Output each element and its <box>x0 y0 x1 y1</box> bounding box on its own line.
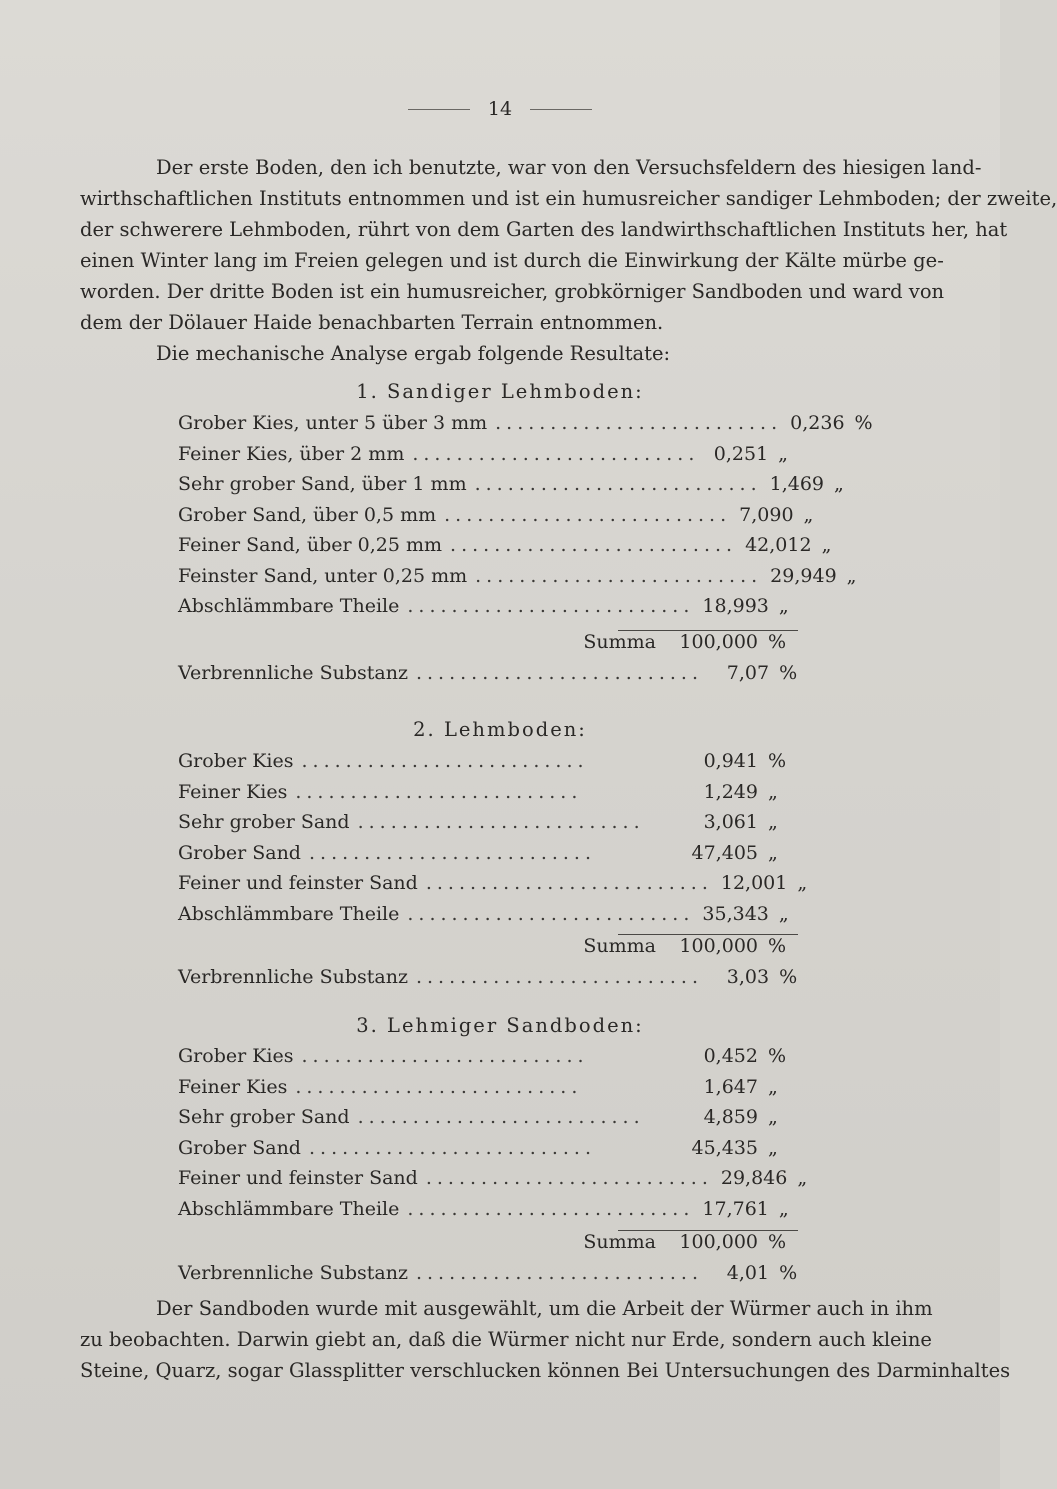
sum-row: Summa 100,000 % <box>583 631 787 653</box>
leader-dots: .......................... <box>444 503 732 526</box>
leader-dots: .......................... <box>308 841 597 864</box>
table-row: Feiner Kies .......................... 1,249 „ <box>178 780 778 803</box>
leader-dots: .......................... <box>407 902 695 925</box>
leader-dots: .......................... <box>357 1106 645 1128</box>
table-row: Feiner Kies, über 2 mm .......................... 0,251 „ <box>178 442 789 465</box>
closing-line: Der Sandboden wurde mit ausgewählt, um die Arbeit der Würmer auch in ihm <box>156 1297 933 1320</box>
leader-dots: .......................... <box>450 534 738 556</box>
section-2-title: 2. Lehmboden: <box>413 718 587 741</box>
intro-line: einen Winter lang im Freien gelegen und ist durch die Einwirkung der Kälte mürbe ge- <box>80 249 944 272</box>
table-row: Grober Kies .......................... 0,941 % <box>178 750 787 772</box>
section-3-table <box>178 1045 808 1228</box>
leader-dots: .......................... <box>301 1045 589 1067</box>
leader-dots: .......................... <box>415 1261 703 1284</box>
page-number: 14 <box>487 98 513 120</box>
header-rule-left <box>408 109 470 110</box>
leader-dots: .......................... <box>415 661 703 684</box>
table-row: Sehr grober Sand .......................... 3,061 „ <box>178 811 778 833</box>
intro-line: wirthschaftlichen Instituts entnommen und ist ein humusreicher sandiger Lehmboden; der zweite, <box>80 187 1057 210</box>
section-2-table <box>178 750 808 933</box>
closing-line: zu beobachten. Darwin giebt an, daß die Würmer nicht nur Erde, sondern auch kleine <box>80 1328 932 1351</box>
table-row: Feiner Kies .......................... 1,647 „ <box>178 1075 778 1098</box>
intro-line: dem der Dölauer Haide benachbarten Terrain entnommen. <box>80 311 664 334</box>
burn-row: Verbrennliche Substanz .......................... 3,03 % <box>178 965 798 988</box>
table-row: Abschlämmbare Theile .......................... 35,343 „ <box>178 902 789 925</box>
header-rule-right <box>530 109 592 110</box>
section-1-summary <box>178 630 798 692</box>
table-row: Grober Sand .......................... 45,435 „ <box>178 1136 778 1159</box>
intro-line: Die mechanische Analyse ergab folgende Resultate: <box>156 342 671 365</box>
intro-paragraph <box>80 152 1057 369</box>
section-1-table <box>178 412 873 626</box>
intro-line: worden. Der dritte Boden ist ein humusreicher, grobkörniger Sandboden und ward von <box>80 280 945 303</box>
table-row: Grober Kies .......................... 0,452 % <box>178 1045 787 1067</box>
table-row: Grober Kies, unter 5 über 3 mm .......................... 0,236 % <box>178 412 873 434</box>
leader-dots: .......................... <box>415 965 703 988</box>
leader-dots: .......................... <box>357 811 645 833</box>
leader-dots: .......................... <box>407 595 695 617</box>
leader-dots: .......................... <box>308 1136 597 1159</box>
burn-row: Verbrennliche Substanz .......................... 4,01 % <box>178 1261 798 1284</box>
leader-dots: .......................... <box>474 473 762 495</box>
sum-row: Summa 100,000 % <box>583 935 787 957</box>
table-row: Abschlämmbare Theile .......................... 18,993 „ <box>178 595 789 617</box>
intro-line: Der erste Boden, den ich benutzte, war von den Versuchsfeldern des hiesigen land- <box>156 156 982 179</box>
table-row: Feiner und feinster Sand .......................... 12,001 „ <box>178 872 808 894</box>
closing-line: Steine, Quarz, sogar Glassplitter verschlucken können Bei Untersuchungen des Darminhaltes <box>80 1359 1011 1382</box>
section-3-title: 3. Lehmiger Sandboden: <box>356 1014 644 1037</box>
section-3-summary <box>178 1230 798 1292</box>
section-2-summary <box>178 934 798 996</box>
leader-dots: .......................... <box>425 872 713 894</box>
table-row: Grober Sand .......................... 47,405 „ <box>178 841 778 864</box>
table-row: Grober Sand, über 0,5 mm .......................... 7,090 „ <box>178 503 814 526</box>
leader-dots: .......................... <box>475 564 763 587</box>
table-row: Feinster Sand, unter 0,25 mm .......................... 29,949 „ <box>178 564 857 587</box>
leader-dots: .......................... <box>295 1075 583 1098</box>
leader-dots: .......................... <box>495 412 783 434</box>
section-1-title: 1. Sandiger Lehmboden: <box>356 380 644 403</box>
leader-dots: .......................... <box>407 1197 695 1220</box>
burn-row: Verbrennliche Substanz .......................... 7,07 % <box>178 661 798 684</box>
closing-paragraph <box>80 1293 1011 1386</box>
sum-row: Summa 100,000 % <box>583 1231 787 1253</box>
leader-dots: .......................... <box>301 750 589 772</box>
leader-dots: .......................... <box>295 780 583 803</box>
table-row: Feiner und feinster Sand .......................... 29,846 „ <box>178 1167 808 1189</box>
page-header <box>0 98 1000 120</box>
table-row: Sehr grober Sand .......................... 4,859 „ <box>178 1106 778 1128</box>
leader-dots: .......................... <box>425 1167 713 1189</box>
intro-line: der schwerere Lehmboden, rührt von dem Garten des landwirthschaftlichen Instituts her, hat <box>80 218 1008 241</box>
table-row: Sehr grober Sand, über 1 mm .......................... 1,469 „ <box>178 473 844 495</box>
leader-dots: .......................... <box>412 442 700 465</box>
table-row: Feiner Sand, über 0,25 mm .......................... 42,012 „ <box>178 534 832 556</box>
table-row: Abschlämmbare Theile .......................... 17,761 „ <box>178 1197 789 1220</box>
